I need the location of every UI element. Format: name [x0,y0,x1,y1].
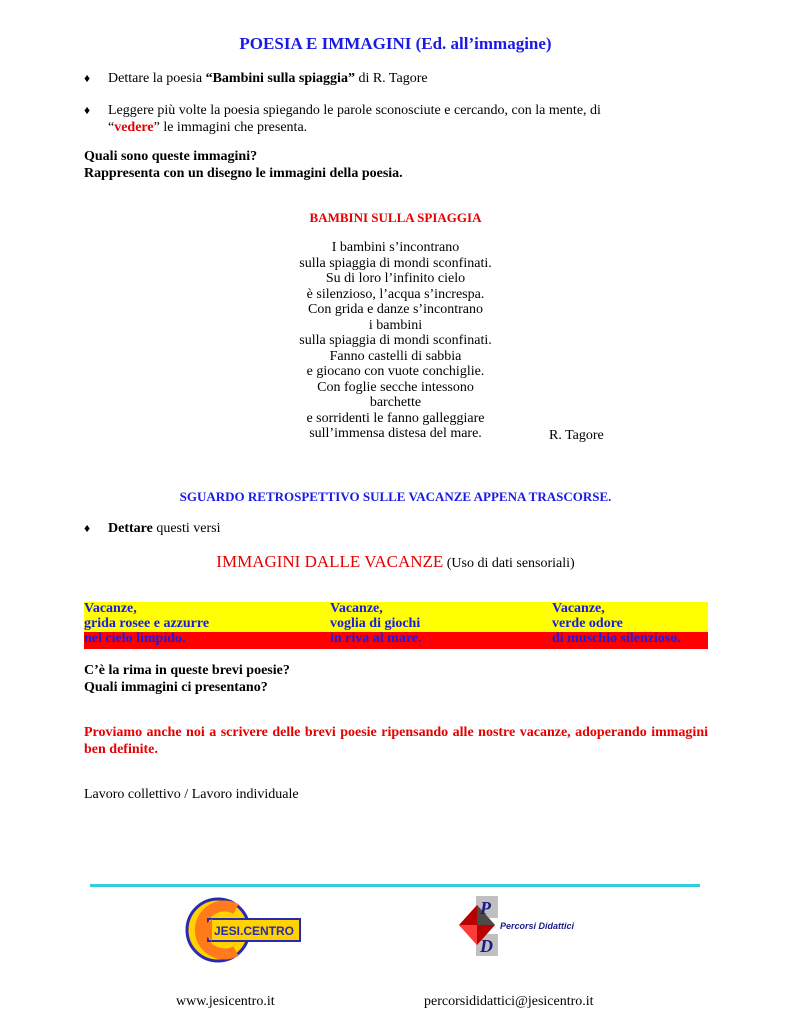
jesicentro-logo-text: JESI.CENTRO [214,924,295,938]
questions-block-2 [84,662,290,696]
poem-name: “Bambini sulla spiaggia” [205,71,355,86]
percorsi-didattici-logo [452,894,592,960]
verse-line: grida rosee e azzurre [84,616,210,631]
vedere-word: vedere [114,120,154,135]
poem-line: sulla spiaggia di mondi sconfinati. [299,333,492,348]
poem-line: I bambini s’incontrano [331,240,460,255]
logo-letter-d: D [480,936,493,956]
verse-2 [330,601,422,646]
immagini-heading-sub: (Uso di dati sensoriali) [443,556,575,571]
diamond-bullet-icon: ♦ [84,71,91,85]
percorsi-logo-text: Percorsi Didattici [500,921,575,931]
poem-line: Su di loro l’infinito cielo [325,271,466,286]
poem-author: R. Tagore [549,428,604,443]
bullet1-post: di R. Tagore [354,71,428,86]
verse-line: Vacanze, [84,601,137,616]
verse-line: Vacanze, [552,601,605,616]
question-line: Quali sono queste immagini? [84,149,258,164]
poem-line: Con foglie secche intessono [317,379,474,395]
diamond-bullet-icon: ♦ [84,521,91,535]
bullet-dettare-versi [84,520,714,537]
verse-1 [84,601,209,646]
questions-block-1 [84,148,403,182]
verse-line: verde odore [552,616,623,631]
diamond-bullet-icon: ♦ [84,103,91,117]
section-heading-sguardo: SGUARDO RETROSPETTIVO SULLE VACANZE APPENA TRASCORSE. [179,489,612,504]
bullet2-line1: Leggere più volte la poesia spiegando le parole sconosciute e cercando, con la mente, di [108,103,601,118]
verse-line: voglia di giochi [330,616,421,631]
poem-title: BAMBINI SULLA SPIAGGIA [309,210,482,225]
verse-line: di muschio silenzioso. [552,631,681,646]
verse-line: Vacanze, [330,601,383,616]
verse-line: in riva al mare. [330,631,422,646]
divider-rule [90,884,700,887]
logo-letter-p: P [480,898,491,918]
jesicentro-logo-icon [184,895,302,965]
question-line: Quali immagini ci presentano? [84,680,268,695]
poem-line: barchette [369,395,422,410]
poem-line: sull’immensa distesa del mare. [309,426,482,441]
footer-website[interactable]: www.jesicentro.it [176,994,275,1009]
bullet2-post: ” le immagini che presenta. [153,120,308,135]
verse-line: nel cielo limpido. [84,631,186,646]
bullet-leggere [84,102,714,136]
poem-line: i bambini [368,317,423,333]
poem-line: e sorridenti le fanno galleggiare [306,410,485,426]
footer-email[interactable]: percorsididattici@jesicentro.it [424,994,594,1009]
bullet2-quote: “ [108,120,115,135]
poem-line: e giocano con vuote conchiglie. [306,364,485,379]
question-line: C’è la rima in queste brevi poesie? [84,663,290,678]
poem-line: Fanno castelli di sabbia [329,348,462,364]
poem-line: Con grida e danze s’incontrano [308,302,483,317]
percorsi-didattici-logo-icon [452,894,592,960]
poem-line: è silenzioso, l’acqua s’increspa. [306,286,485,302]
lavoro-line: Lavoro collettivo / Lavoro individuale [84,787,299,802]
page-title: POESIA E IMMAGINI (Ed. all’immagine) [239,34,552,53]
poem-body [0,240,791,442]
bullet3-bold: Dettare [108,521,153,536]
jesicentro-logo [184,895,302,965]
immagini-heading [0,552,791,572]
bullet1-pre: Dettare la poesia [108,71,206,86]
immagini-heading-main: IMMAGINI DALLE VACANZE [216,552,444,571]
bullet3-post: questi versi [152,521,221,536]
question-line: Rappresenta con un disegno le immagini della poesia. [84,166,403,181]
poem-line: sulla spiaggia di mondi sconfinati. [299,255,492,271]
verse-3 [552,601,681,646]
bullet-dettare-poesia [84,70,714,87]
proviamo-paragraph: Proviamo anche noi a scrivere delle brevi poesie ripensando alle nostre vacanze, adoperando immagini ben definite. [84,725,708,757]
